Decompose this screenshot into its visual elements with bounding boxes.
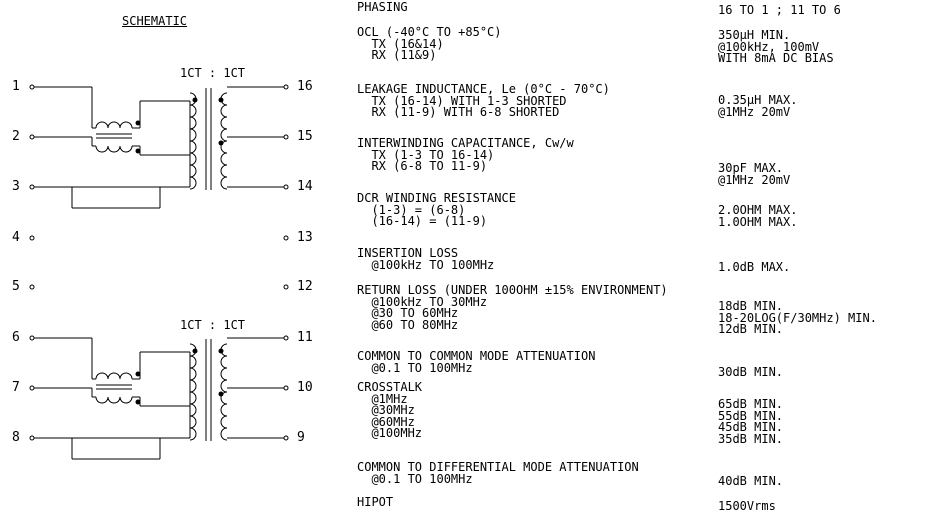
spec-value-line: @1MHz 20mV (718, 104, 791, 119)
pin-terminal (284, 85, 288, 89)
spec-param-line: RETURN LOSS (UNDER 100OHM ±15% ENVIRONMENT) (357, 283, 668, 297)
spec-value-line: 12dB MIN. (718, 322, 784, 336)
pin-label-1: 1 (12, 79, 20, 94)
phase-dot (136, 372, 141, 377)
spec-value-line: 65dB MIN. (718, 397, 784, 411)
schematic-diagram (0, 0, 340, 509)
spec-param-line: RX (11-9) WITH 6-8 SHORTED (357, 105, 560, 119)
spec-value-line: 1500Vrms (718, 499, 776, 513)
pin-label-16: 16 (297, 79, 313, 94)
pin-terminal (284, 185, 288, 189)
spec-param-line: RX (11&9) (357, 48, 437, 62)
spec-param-line: @0.1 TO 100MHz (357, 471, 473, 486)
pin-terminal (284, 285, 288, 289)
spec-value-line: 2.0OHM MAX. (718, 203, 798, 217)
pin-label-13: 13 (297, 230, 313, 245)
pin-terminal (284, 135, 288, 139)
phase-dot (219, 392, 224, 397)
pin-label-15: 15 (297, 129, 313, 144)
pin-terminal (30, 85, 34, 89)
spec-param-line: INSERTION LOSS (357, 246, 459, 260)
primary-winding (190, 93, 196, 189)
pin-terminal (30, 236, 34, 240)
spec-value-line: 16 TO 1 ; 11 TO 6 (718, 3, 841, 17)
spec-value-line: 30pF MAX. (718, 161, 784, 175)
phase-dot (193, 98, 198, 103)
pin-label-11: 11 (297, 330, 313, 345)
phase-dot (136, 121, 141, 126)
spec-param-line: CROSSTALK (357, 380, 423, 394)
phase-dot (219, 349, 224, 354)
spec-param-line: (1-3) = (6-8) (357, 202, 466, 217)
pin-terminal (30, 135, 34, 139)
spec-value-line: 18dB MIN. (718, 299, 784, 313)
spec-value-line: 45dB MIN. (718, 420, 784, 434)
spec-param-line: @100MHz (357, 426, 423, 440)
spec-param-line: @60MHz (357, 414, 415, 429)
spec-param-line: TX (16&14) (357, 36, 444, 51)
spec-value-line: 1.0dB MAX. (718, 260, 791, 274)
spec-param-line: @1MHz (357, 391, 408, 406)
pin-label-3: 3 (12, 179, 20, 194)
phase-dot (219, 98, 224, 103)
spec-value-line: WITH 8mA DC BIAS (718, 51, 834, 65)
choke-winding (96, 122, 132, 128)
pin-label-4: 4 (12, 230, 20, 245)
spec-value-line: 1.0OHM MAX. (718, 214, 798, 229)
spec-param-line: (16-14) = (11-9) (357, 214, 488, 228)
spec-param-line: @60 TO 80MHz (357, 317, 459, 332)
pin-label-6: 6 (12, 330, 20, 345)
spec-param-line: LEAKAGE INDUCTANCE, Le (0°C - 70°C) (357, 82, 610, 96)
pin-label-5: 5 (12, 279, 20, 294)
spec-value-line: 55dB MIN. (718, 408, 784, 423)
pin-label-14: 14 (297, 179, 313, 194)
pin-terminal (284, 386, 288, 390)
spec-param-line: @100kHz TO 100MHz (357, 257, 495, 272)
spec-param-line: DCR WINDING RESISTANCE (357, 191, 516, 205)
pin-terminal (30, 185, 34, 189)
pin-label-9: 9 (297, 430, 305, 445)
pin-terminal (284, 436, 288, 440)
pin-label-10: 10 (297, 380, 313, 395)
spec-value-line: 350µH MIN. (718, 28, 791, 42)
spec-param-line: INTERWINDING CAPACITANCE, Cw/w (357, 136, 574, 150)
ratio-label-lower: 1CT : 1CT (180, 318, 246, 332)
spec-param-line: HIPOT (357, 495, 394, 509)
spec-param-line: @0.1 TO 100MHz (357, 360, 473, 375)
pin-terminal (284, 336, 288, 340)
spec-value-line: 30dB MIN. (718, 365, 784, 379)
spec-param-line: @100kHz TO 30MHz (357, 294, 488, 309)
pin-terminal (30, 285, 34, 289)
choke-winding (96, 373, 132, 379)
phase-dot (136, 149, 141, 154)
spec-param-line: COMMON TO COMMON MODE ATTENUATION (357, 349, 596, 363)
pin-terminal (30, 436, 34, 440)
spec-param-line: RX (6-8 TO 11-9) (357, 159, 488, 173)
spec-param-line: OCL (-40°C TO +85°C) (357, 25, 502, 39)
spec-param-line: TX (1-3 TO 16-14) (357, 147, 495, 162)
spec-value-line: @100kHz, 100mV (718, 39, 820, 54)
phase-dot (219, 141, 224, 146)
pin-label-8: 8 (12, 430, 20, 445)
spec-param-line: @30MHz (357, 403, 415, 417)
spec-param-line: PHASING (357, 0, 408, 14)
pin-label-2: 2 (12, 129, 20, 144)
pin-terminal (284, 236, 288, 240)
schematic-title: SCHEMATIC (122, 14, 188, 28)
choke-winding (96, 397, 132, 403)
pin-terminal (30, 336, 34, 340)
pin-label-7: 7 (12, 380, 20, 395)
ratio-label-upper: 1CT : 1CT (180, 66, 246, 80)
primary-winding (190, 344, 196, 440)
phase-dot (193, 349, 198, 354)
spec-value-line: 0.35µH MAX. (718, 93, 798, 107)
choke-winding (96, 146, 132, 152)
spec-value-line: @1MHz 20mV (718, 172, 791, 187)
spec-param-line: @30 TO 60MHz (357, 306, 459, 320)
spec-param-line: TX (16-14) WITH 1-3 SHORTED (357, 93, 567, 108)
spec-value-line: 18-20LOG(F/30MHz) MIN. (718, 310, 877, 325)
phase-dot (136, 400, 141, 405)
spec-value-line: 35dB MIN. (718, 431, 784, 446)
pin-terminal (30, 386, 34, 390)
spec-param-line: COMMON TO DIFFERENTIAL MODE ATTENUATION (357, 460, 639, 474)
pin-label-12: 12 (297, 279, 313, 294)
spec-value-line: 40dB MIN. (718, 474, 784, 488)
